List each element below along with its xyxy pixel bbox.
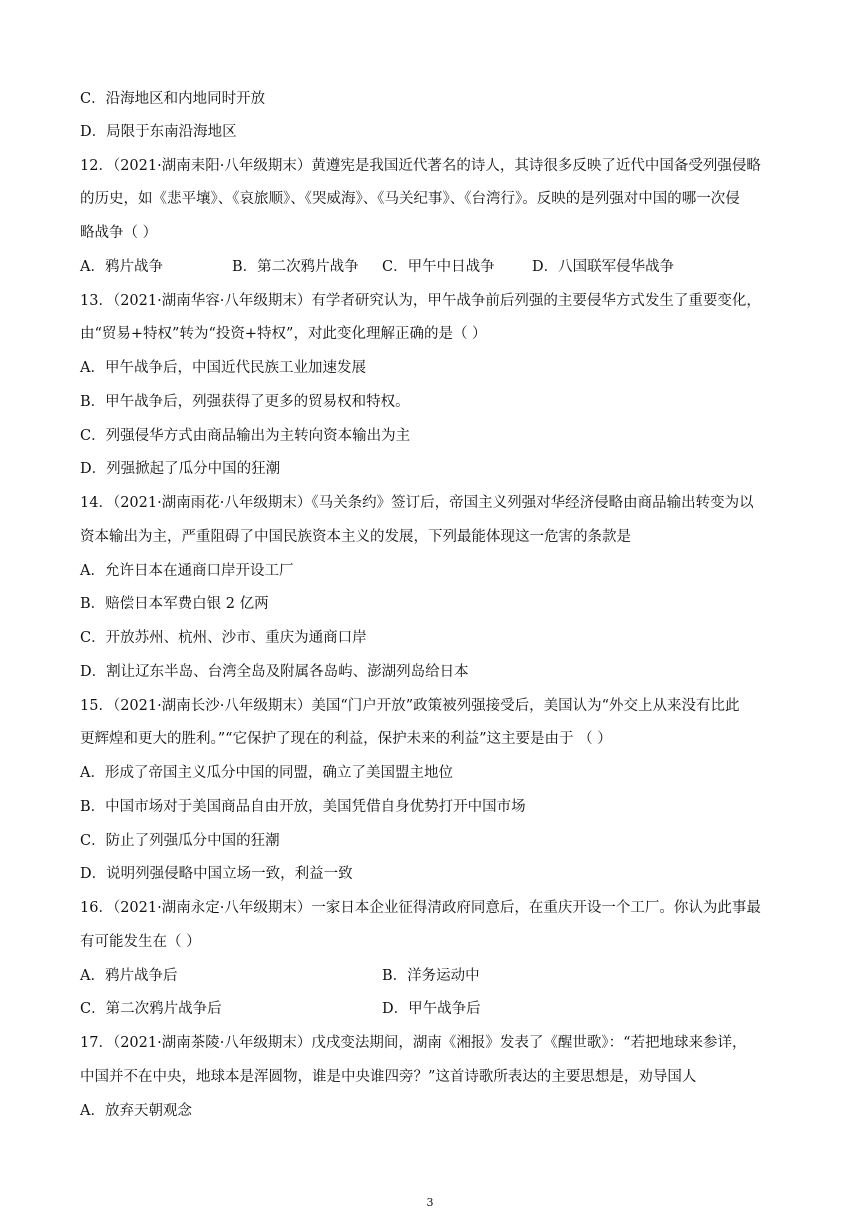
q12-option-d: D．八国联军侵华战争 <box>532 259 675 275</box>
q17-option-a: A．放弃天朝观念 <box>80 1103 192 1119</box>
q12-option-b: B．第二次鸦片战争 <box>232 259 359 275</box>
q14-option-b: B．赔偿日本军费白银 2 亿两 <box>80 596 269 612</box>
q12-option-a: A．鸦片战争 <box>80 259 163 275</box>
page-number: 3 <box>426 1196 434 1209</box>
q15-option-a: A．形成了帝国主义瓜分中国的同盟，确立了美国盟主地位 <box>80 765 453 781</box>
q15-option-d: D．说明列强侵略中国立场一致，利益一致 <box>80 866 353 882</box>
q17-stem-line-2: 中国并不在中央，地球本是浑圆物，谁是中央谁四旁？”这首诗歌所表达的主要思想是，劝导国人 <box>80 1069 697 1085</box>
q15-stem-line-1: 15．（2021·湖南长沙·八年级期末）美国“门户开放”政策被列强接受后，美国认为“外交上从来没有比此 <box>80 698 740 714</box>
q11-option-d: D．局限于东南沿海地区 <box>80 124 237 140</box>
q12-option-c: C．甲午中日战争 <box>382 259 495 275</box>
q14-stem-line-1: 14．（2021·湖南雨花·八年级期末）《马关条约》签订后，帝国主义列强对华经济侵略由商品输出转变为以 <box>80 495 754 511</box>
q16-option-c: C．第二次鸦片战争后 <box>80 1001 222 1017</box>
q11-option-c: C．沿海地区和内地同时开放 <box>80 91 266 107</box>
q13-option-c: C．列强侵华方式由商品输出为主转向资本输出为主 <box>80 428 411 444</box>
q15-option-b: B．中国市场对于美国商品自由开放，美国凭借自身优势打开中国市场 <box>80 799 526 815</box>
q13-option-d: D．列强掀起了瓜分中国的狂潮 <box>80 461 281 477</box>
q13-stem-line-2: 由“贸易+特权”转为“投资+特权”，对此变化理解正确的是（ ） <box>80 326 487 342</box>
q16-option-b: B．洋务运动中 <box>382 968 480 984</box>
q14-option-d: D．割让辽东半岛、台湾全岛及附属各岛屿、澎湖列岛给日本 <box>80 664 469 680</box>
q16-options-row-1 <box>80 966 780 986</box>
q12-options <box>80 257 780 277</box>
q16-stem-line-2: 有可能发生在（ ） <box>80 934 201 950</box>
q12-stem-line-2: 的历史，如《悲平壤》、《哀旅顺》、《哭威海》、《马关纪事》、《台湾行》。反映的是列强对中国的哪一次侵 <box>80 191 740 207</box>
q16-option-a: A．鸦片战争后 <box>80 968 178 984</box>
q15-stem-line-2: 更辉煌和更大的胜利。”“它保护了现在的利益，保护未来的利益”这主要是由于 （ ） <box>80 731 612 747</box>
q16-options-row-2 <box>80 999 780 1019</box>
q12-stem-line-1: 12．（2021·湖南耒阳·八年级期末）黄遵宪是我国近代著名的诗人，其诗很多反映了近代中国备受列强侵略 <box>80 158 761 174</box>
q14-option-a: A．允许日本在通商口岸开设工厂 <box>80 563 294 579</box>
q17-stem-line-1: 17．（2021·湖南茶陵·八年级期末）戊戌变法期间，湖南《湘报》发表了《醒世歌》：“若把地球来参详， <box>80 1035 747 1051</box>
q16-stem-line-1: 16．（2021·湖南永定·八年级期末）一家日本企业征得清政府同意后，在重庆开设一个工厂。你认为此事最 <box>80 900 761 916</box>
q14-stem-line-2: 资本输出为主，严重阻碍了中国民族资本主义的发展，下列最能体现这一危害的条款是 <box>80 529 631 545</box>
q15-option-c: C．防止了列强瓜分中国的狂潮 <box>80 833 280 849</box>
q13-option-a: A．甲午战争后，中国近代民族工业加速发展 <box>80 360 366 376</box>
q14-option-c: C．开放苏州、杭州、沙市、重庆为通商口岸 <box>80 630 367 646</box>
q13-stem-line-1: 13．（2021·湖南华容·八年级期末）有学者研究认为，甲午战争前后列强的主要侵华方式发生了重要变化， <box>80 293 761 309</box>
q12-stem-line-3: 略战争（ ） <box>80 225 158 241</box>
q16-option-d: D．甲午战争后 <box>382 1001 481 1017</box>
q13-option-b: B．甲午战争后，列强获得了更多的贸易权和特权。 <box>80 394 410 410</box>
